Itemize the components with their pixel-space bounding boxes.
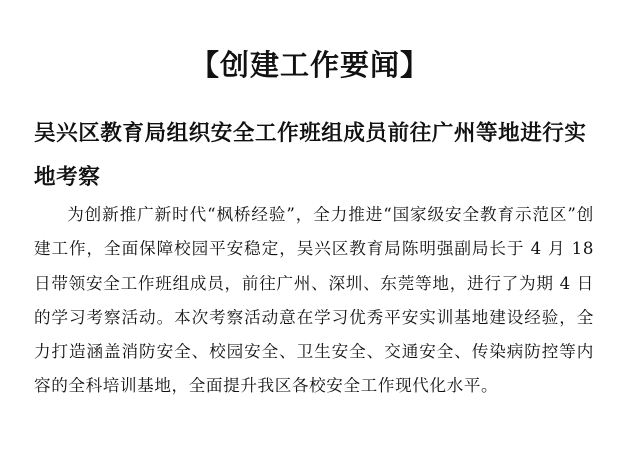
article-headline: 吴兴区教育局组织安全工作班组成员前往广州等地进行实地考察 xyxy=(34,121,587,190)
article-body-paragraph: 为创新推广新时代“枫桥经验”，全力推进“国家级安全教育示范区”创建工作，全面保障校园平安稳定，吴兴区教育局陈明强副局长于 4 月 18 日带领安全工作班组成员，前往广州、深圳、东莞等地，进行了为期 4 日的学习考察活动。本次考察活动意在学习优秀平安实训基地建设经验，全力打造涵盖消防安全、校园安全、卫生安全、交通安全、传染病防控等内容的全科培训基地，全面提升我区各校安全工作现代化水平。 xyxy=(34,205,594,396)
section-title: 【创建工作要闻】 xyxy=(189,48,430,82)
